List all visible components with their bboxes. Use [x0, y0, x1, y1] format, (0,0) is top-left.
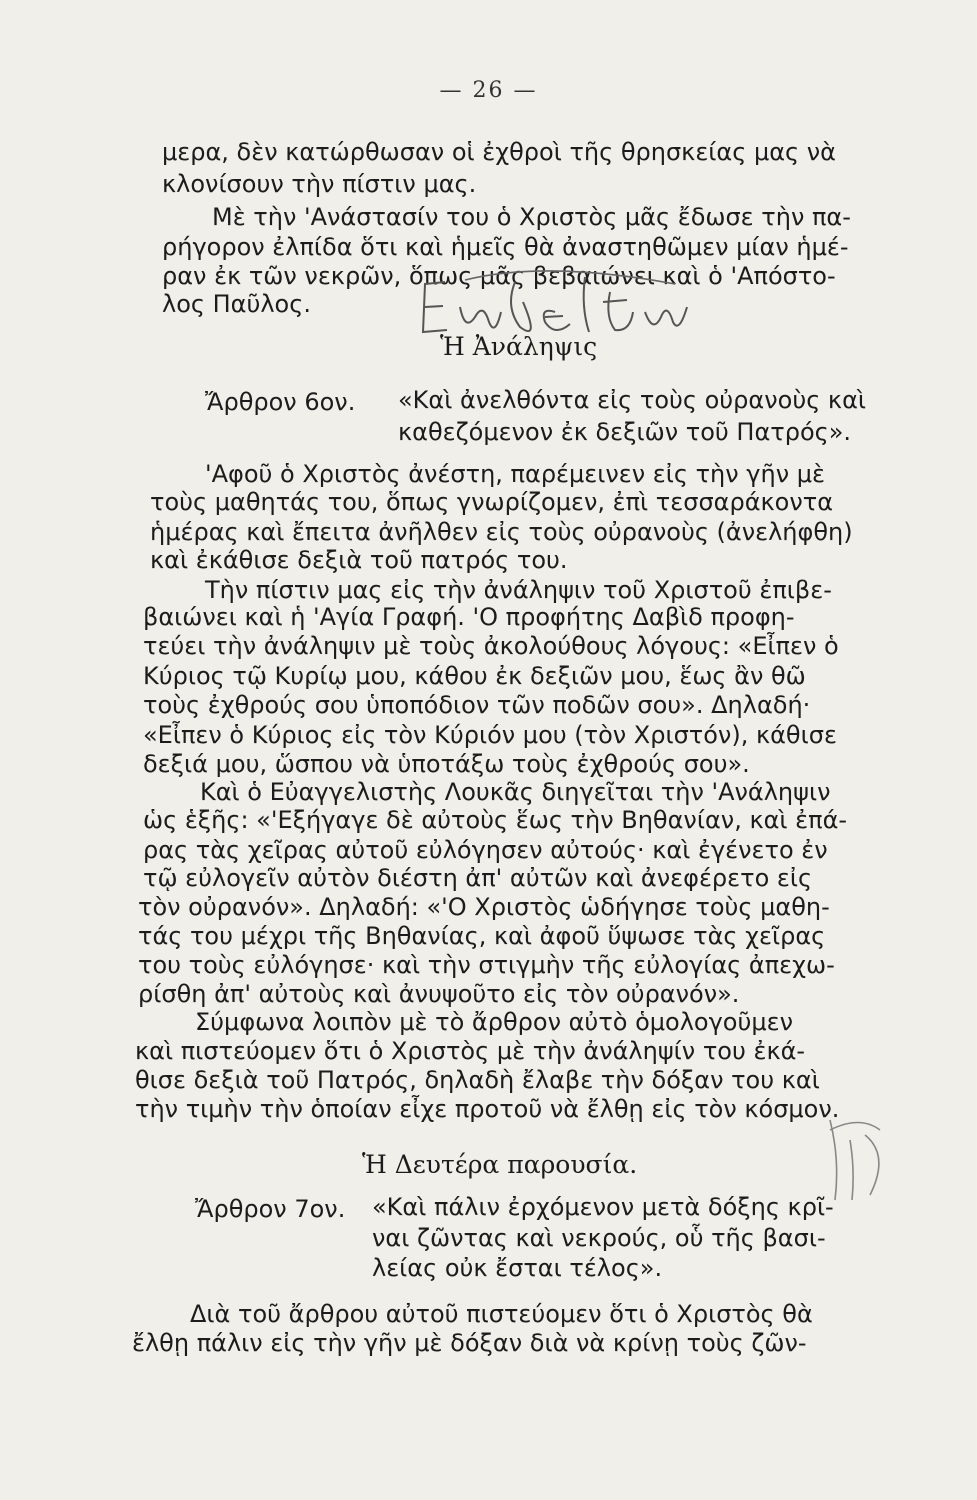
text-line: ὡς ἑξῆς: «'Εξήγαγε δὲ αὐτοὺς ἕως τὴν Βηθανίαν, καὶ ἐπά- [143, 806, 848, 834]
text-line: ραν ἐκ τῶν νεκρῶν, ὅπως μᾶς βεβαιώνει καὶ ὁ 'Απόστο- [162, 262, 836, 290]
text-line: Διὰ τοῦ ἄρθρου αὐτοῦ πιστεύομεν ὅτι ὁ Χριστὸς θὰ [190, 1300, 813, 1328]
text-line: τοὺς ἐχθρούς σου ὑποπόδιον τῶν ποδῶν σου». Δηλαδή· [143, 691, 811, 719]
article-label: Ἄρθρον 6ον. [205, 388, 356, 416]
text-line: καὶ ἐκάθισε δεξιὰ τοῦ πατρός του. [150, 546, 568, 574]
text-line: Καὶ ὁ Εὐαγγελιστὴς Λουκᾶς διηγεῖται τὴν 'Ανάληψιν [200, 778, 831, 806]
article-label: Ἄρθρον 7ον. [195, 1195, 346, 1223]
text-line: τοὺς μαθητάς του, ὅπως γνωρίζομεν, ἐπὶ τεσσαράκοντα [150, 488, 834, 516]
article-quote-line: «Καὶ ἀνελθόντα εἰς τοὺς οὐρανοὺς καὶ [398, 386, 867, 414]
text-line: ἡμέρας καὶ ἔπειτα ἀνῆλθεν εἰς τοὺς οὐρανοὺς (ἀνελήφθη) [150, 518, 853, 546]
text-line: λος Παῦλος. [162, 290, 311, 318]
article-quote-line: καθεζόμενον ἐκ δεξιῶν τοῦ Πατρός». [398, 418, 852, 446]
text-line: δεξιά μου, ὥσπου νὰ ὑποτάξω τοὺς ἐχθρούς σου». [143, 750, 750, 778]
text-line: Τὴν πίστιν μας εἰς τὴν ἀνάληψιν τοῦ Χριστοῦ ἐπιβε- [205, 576, 832, 604]
article-quote-line: ναι ζῶντας καὶ νεκρούς, οὗ τῆς βασι- [372, 1224, 826, 1252]
text-line: τὸν οὐρανόν». Δηλαδή: «'Ο Χριστὸς ὡδήγησε τοὺς μαθη- [138, 893, 830, 921]
text-line: καὶ πιστεύομεν ὅτι ὁ Χριστὸς μὲ τὴν ἀνάληψίν του ἐκά- [135, 1037, 806, 1065]
text-line: «Εἶπεν ὁ Κύριος εἰς τὸν Κύριόν μου (τὸν Χριστόν), κάθισε [143, 721, 837, 749]
text-line: θισε δεξιὰ τοῦ Πατρός, δηλαδὴ ἔλαβε τὴν δόξαν του καὶ [135, 1066, 820, 1094]
text-line: ρήγορον ἐλπίδα ὅτι καὶ ἡμεῖς θὰ ἀναστηθῶμεν μίαν ἡμέ- [162, 233, 849, 261]
text-line: μερα, δὲν κατώρθωσαν οἱ ἐχθροὶ τῆς θρησκείας μας νὰ [162, 138, 836, 166]
text-line: Κύριος τῷ Κυρίῳ μου, κάθου ἐκ δεξιῶν μου, ἕως ἂν θῶ [143, 662, 806, 690]
text-line: τεύει τὴν ἀνάληψιν μὲ τοὺς ἀκολούθους λόγους: «Εἶπεν ὁ [143, 632, 839, 660]
text-line: ἔλθῃ πάλιν εἰς τὴν γῆν μὲ δόξαν διὰ νὰ κρίνῃ τοὺς ζῶν- [132, 1329, 807, 1357]
text-line: ρίσθη ἀπ' αὐτοὺς καὶ ἀνυψοῦτο εἰς τὸν οὐρανόν». [138, 980, 740, 1008]
page-number: — 26 — [439, 78, 538, 103]
text-line: κλονίσουν τὴν πίστιν μας. [162, 170, 477, 198]
text-line: Μὲ τὴν 'Ανάστασίν του ὁ Χριστὸς μᾶς ἔδωσε τὴν πα- [212, 203, 851, 231]
text-line: 'Αφοῦ ὁ Χριστὸς ἀνέστη, παρέμεινεν εἰς τὴν γῆν μὲ [205, 460, 825, 488]
section-heading: Ἡ Ἀνάληψις [440, 332, 598, 361]
text-line: τῷ εὐλογεῖν αὐτὸν διέστη ἀπ' αὐτῶν καὶ ἀνεφέρετο εἰς [143, 864, 813, 892]
text-line: τὴν τιμὴν τὴν ὁποίαν εἶχε προτοῦ νὰ ἔλθῃ εἰς τὸν κόσμον. [135, 1095, 840, 1123]
text-line: του τοὺς εὐλόγησε· καὶ τὴν στιγμὴν τῆς εὐλογίας ἀπεχω- [138, 951, 835, 979]
article-quote-line: «Καὶ πάλιν ἐρχόμενον μετὰ δόξης κρῖ- [372, 1193, 834, 1221]
section-heading: Ἡ Δευτέρα παρουσία. [362, 1150, 638, 1179]
text-line: Σύμφωνα λοιπὸν μὲ τὸ ἄρθρον αὐτὸ ὁμολογοῦμεν [195, 1008, 794, 1036]
text-line: ρας τὰς χεῖρας αὐτοῦ εὐλόγησεν αὐτούς· καὶ ἐγένετο ἐν [143, 836, 828, 864]
text-line: τάς του μέχρι τῆς Βηθανίας, καὶ ἀφοῦ ὕψωσε τὰς χεῖρας [138, 922, 826, 950]
article-quote-line: λείας οὐκ ἔσται τέλος». [372, 1254, 663, 1282]
text-line: βαιώνει καὶ ἡ 'Αγία Γραφή. 'Ο προφήτης Δαβὶδ προφη- [143, 603, 795, 631]
